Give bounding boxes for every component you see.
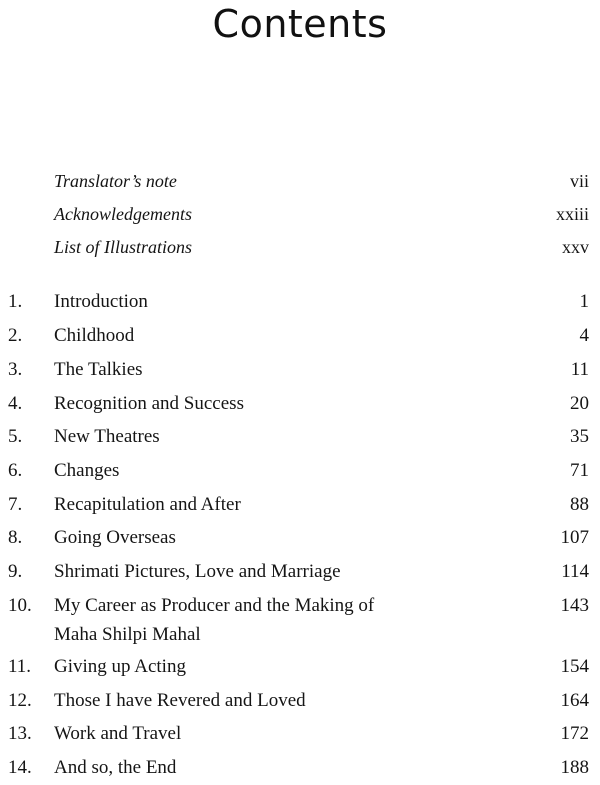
chapter-title: New Theatres [54, 426, 160, 447]
chapter-number: 8. [8, 527, 23, 548]
toc-entry-page: xxiii [555, 204, 589, 224]
chapter-number: 2. [8, 325, 23, 346]
toc-chapter-11 [0, 652, 600, 682]
chapter-title: Recognition and Success [54, 393, 244, 414]
toc-chapter-14 [0, 753, 600, 783]
chapter-number: 6. [8, 460, 23, 481]
toc-chapter-10 [0, 591, 600, 651]
chapter-title: Introduction [54, 291, 148, 312]
toc-entry-page: xxv [562, 237, 589, 257]
chapter-page: 107 [560, 527, 589, 548]
chapter-page: 88 [570, 494, 589, 515]
chapter-page: 114 [561, 561, 589, 582]
chapter-page: 4 [579, 325, 589, 346]
chapter-title: My Career as Producer and the Making of [54, 595, 375, 616]
toc-entry-title: Acknowledgements [54, 204, 192, 224]
toc-chapter-5 [0, 422, 600, 452]
chapter-number: 14. [8, 757, 32, 778]
toc-entry-page: vii [569, 171, 589, 191]
toc-chapter-1 [0, 287, 600, 317]
toc-entry-title: Translator’s note [54, 171, 177, 191]
chapter-number: 3. [8, 359, 23, 380]
toc-chapter-2 [0, 321, 600, 351]
chapter-number: 7. [8, 494, 23, 515]
chapter-number: 10. [8, 595, 32, 616]
toc-entry-translators-note [0, 166, 600, 196]
chapter-page: 143 [560, 595, 589, 616]
chapter-title: Work and Travel [54, 723, 182, 744]
chapter-page: 71 [570, 460, 589, 481]
chapter-title: Giving up Acting [54, 656, 186, 677]
toc-chapter-9 [0, 557, 600, 587]
toc-chapter-6 [0, 456, 600, 486]
chapter-page: 164 [560, 690, 589, 711]
page-title: Contents [212, 2, 388, 46]
toc-chapter-7 [0, 490, 600, 520]
chapter-number: 5. [8, 426, 23, 447]
chapter-title: Shrimati Pictures, Love and Marriage [54, 561, 341, 582]
chapter-number: 11. [8, 656, 32, 677]
chapter-title: Those I have Revered and Loved [54, 690, 306, 711]
chapter-title: The Talkies [54, 359, 143, 380]
chapter-page: 35 [570, 426, 589, 447]
chapter-number: 9. [8, 561, 23, 582]
chapter-page: 172 [560, 723, 589, 744]
chapter-number: 1. [8, 291, 23, 312]
chapter-title: Going Overseas [54, 527, 176, 548]
chapter-page: 154 [560, 656, 589, 677]
toc-chapter-4 [0, 389, 600, 419]
chapter-title: And so, the End [54, 757, 177, 778]
toc-entry-title: List of Illustrations [54, 237, 193, 257]
toc-chapter-3 [0, 355, 600, 385]
chapter-title-continued: Maha Shilpi Mahal [54, 624, 201, 645]
toc-entry-list-of-illustrations [0, 232, 600, 262]
chapter-number: 13. [8, 723, 32, 744]
toc-chapter-8 [0, 523, 600, 553]
chapter-page: 11 [570, 359, 589, 380]
chapter-page: 20 [570, 393, 589, 414]
toc-chapter-13 [0, 719, 600, 749]
toc-entry-acknowledgements [0, 199, 600, 229]
chapter-title: Childhood [54, 325, 135, 346]
chapter-page: 1 [579, 291, 589, 312]
chapter-title: Recapitulation and After [54, 494, 241, 515]
chapter-page: 188 [560, 757, 589, 778]
toc-chapter-12 [0, 686, 600, 716]
chapter-number: 4. [8, 393, 23, 414]
chapter-title: Changes [54, 460, 120, 481]
chapter-number: 12. [8, 690, 32, 711]
